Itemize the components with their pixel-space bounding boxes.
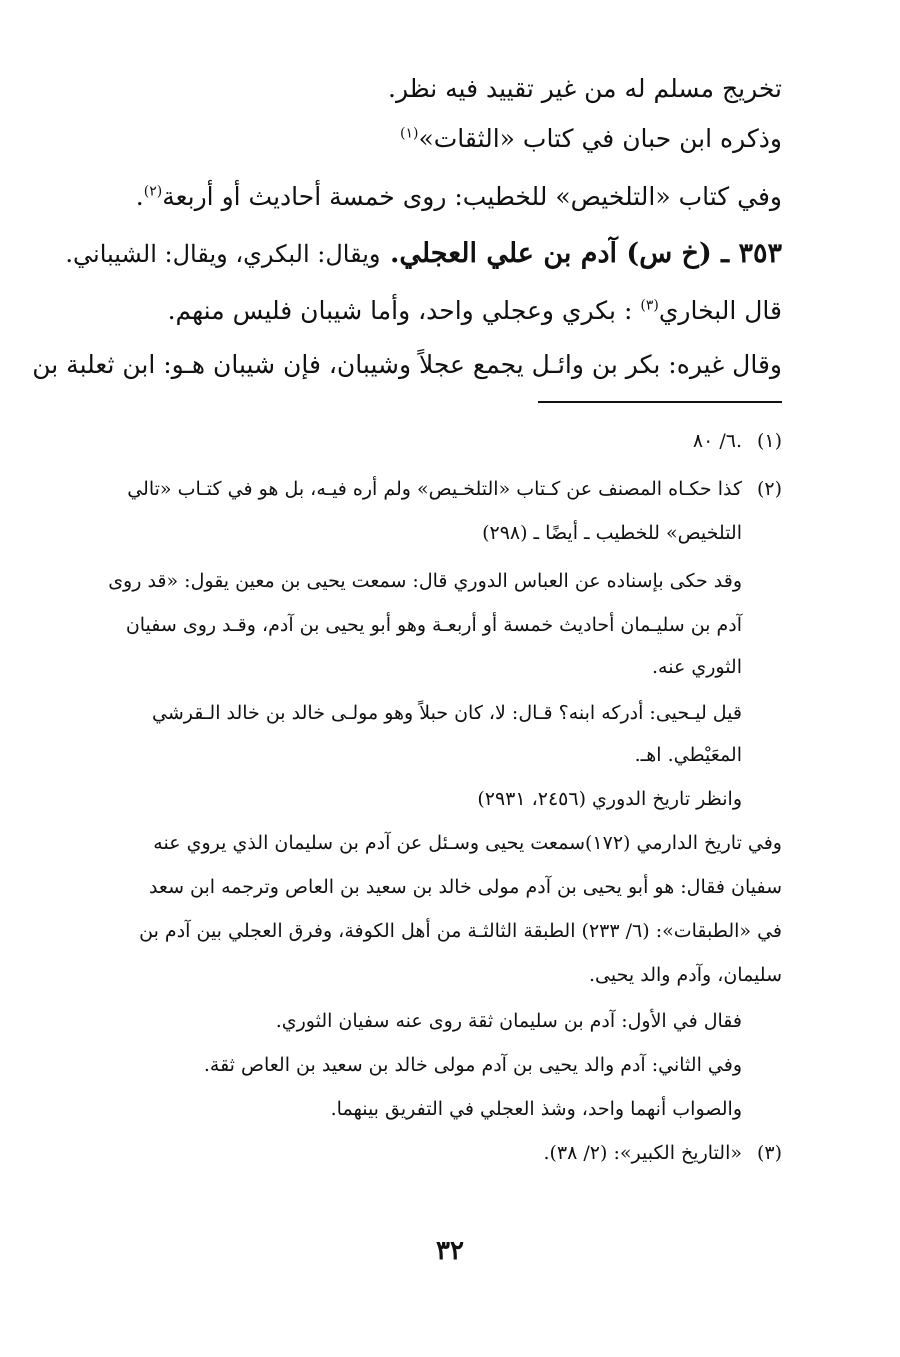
footnote-2-para-line: وقد حكى بإسناده عن العباس الدوري قال: سمعت يحيى بن معين يقول: «قد روى <box>108 570 742 592</box>
footnote-2-para-line: فقال في الأول: آدم بن سليمان ثقة روى عنه سفيان الثوري. <box>275 1010 742 1032</box>
entry-heading <box>65 238 782 269</box>
footnote-2-para-line: والصواب أنهما واحد، وشذ العجلي في التفريق بينهما. <box>330 1098 742 1120</box>
footnote-ref-2: (٢) <box>143 183 163 200</box>
main-line-5-b: : بكري وعجلي واحد، وأما شيبان فليس منهم. <box>167 296 633 325</box>
main-line-3-end: . <box>135 182 144 211</box>
footnote-2-para-line: وفي تاريخ الدارمي (١٧٢)سمعت يحيى وسـئل عن آدم بن سليمان الذي يروي عنه <box>153 832 782 854</box>
footnote-2-para-line: الثوري عنه. <box>652 656 742 678</box>
footnote-3-line: «التاريخ الكبير»: (٢/ ٣٨). <box>543 1142 742 1164</box>
main-line-3 <box>136 182 782 211</box>
entry-heading-rest: ويقال: البكري، ويقال: الشيباني. <box>65 240 381 268</box>
footnote-2-line: التلخيص» للخطيب ـ أيضًا ـ (٢٩٨) <box>482 522 742 544</box>
footnote-2-para-line: وفي الثاني: آدم والد يحيى بن آدم مولى خالد بن سعيد بن العاص ثقة. <box>203 1054 742 1076</box>
footnote-1-line: ٦/ ٨٠. <box>692 430 742 452</box>
entry-heading-bold: ٣٥٣ ـ (خ س) آدم بن علي العجلي. <box>389 238 782 269</box>
footnote-divider <box>538 401 782 403</box>
footnote-2-para-line: سفيان فقال: هو أبو يحيى بن آدم مولى خالد بن سعيد بن العاص وترجمه ابن سعد <box>148 876 782 898</box>
main-line-2 <box>400 124 782 153</box>
footnote-2-para-line: سليمان، وآدم والد يحيى. <box>589 964 782 986</box>
footnote-2-para-line: آدم بن سليـمان أحاديث خمسة أو أربعـة وهو أبو يحيى بن آدم، وقـد روى سفيان <box>125 614 742 636</box>
main-line-1: تخريج مسلم له من غير تقييد فيه نظر. <box>388 74 782 103</box>
main-line-3-text: وفي كتاب «التلخيص» للخطيب: روى خمسة أحاديث أو أربعة <box>162 182 782 211</box>
footnote-2-para-line: وانظر تاريخ الدوري (٢٤٥٦، ٢٩٣١) <box>477 788 742 810</box>
main-line-2-text: وذكره ابن حبان في كتاب «الثقات» <box>418 124 782 153</box>
footnote-3-number: (٣) <box>756 1142 782 1164</box>
footnote-2-number: (٢) <box>756 478 782 500</box>
page-number: ٣٢ <box>436 1236 464 1266</box>
footnote-ref-3: (٣) <box>640 297 659 314</box>
footnote-ref-1: (١) <box>400 125 419 142</box>
main-line-5-a: قال البخاري <box>658 296 782 325</box>
footnote-2-para-line: قيل ليـحيى: أدركه ابنه؟ قـال: لا، كان حبلاً وهو مولـى خالد بن خالد الـقرشي <box>151 702 742 724</box>
footnote-1-number: (١) <box>756 430 782 452</box>
footnote-2-para-line: في «الطبقات»: (٦/ ٢٣٣) الطبقة الثالثـة من أهل الكوفة، وفرق العجلي بين آدم بن <box>139 920 782 942</box>
main-line-6: وقال غيره: بكر بن وائـل يجمع عجلاً وشيبان، فإن شيبان هـو: ابن ثعلبة بن <box>32 350 782 379</box>
footnote-2-line: كذا حكـاه المصنف عن كـتاب «التلخـيص» ولم أره فيـه، بل هو في كتـاب «تالي <box>127 478 742 500</box>
main-line-5 <box>168 296 782 325</box>
footnote-2-para-line: المعَيْطي. اهـ. <box>634 744 742 766</box>
